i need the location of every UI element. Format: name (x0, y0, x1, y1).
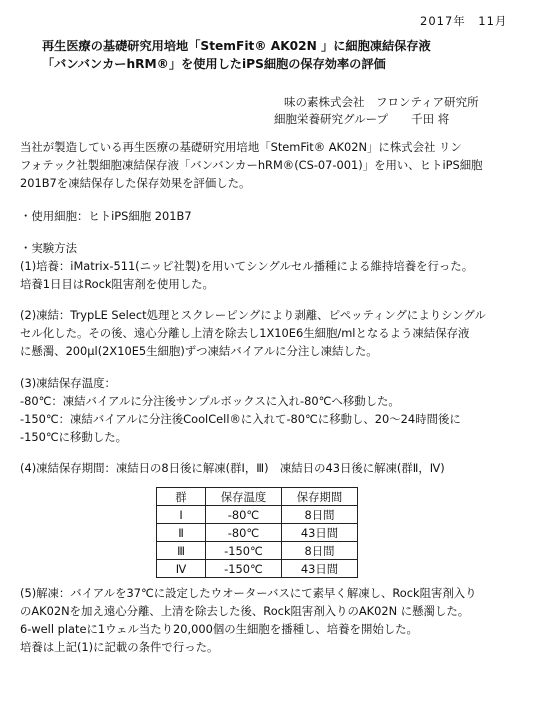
table-cell: Ⅲ (157, 542, 206, 560)
table-cell: Ⅱ (157, 524, 206, 542)
table-header-cell: 保存温度 (206, 488, 282, 506)
cells-used: ・使用細胞：ヒトiPS細胞 201B7 (20, 209, 192, 223)
table-cell: 43日間 (282, 524, 358, 542)
intro-line: フォテック社製細胞凍結保存液「バンバンカーhRM®(CS-07-001)」を用い、ヒトiPS細胞 (20, 158, 483, 172)
intro-line: 201B7を凍結保存した保存効果を評価した。 (20, 176, 251, 190)
method-step2-line: セル化した。その後、遠心分離し上清を除去し1X10E6生細胞/mlとなるよう凍結保存液 (20, 326, 470, 340)
method-step2-line: に懸濁、200μl(2X10E5生細胞)ずつ凍結バイアルに分注し凍結した。 (20, 344, 378, 358)
table-cell: 43日間 (282, 560, 358, 578)
table-row (157, 560, 358, 578)
method-step3-line: (3)凍結保存温度： (20, 376, 116, 390)
method-step5-line: のAK02Nを加え遠心分離、上清を除去した後、Rock阻害剤入りのAK02N に懸濁した。 (20, 604, 470, 618)
table-cell: Ⅳ (157, 560, 206, 578)
method-step3-line: -150℃：凍結バイアルに分注後CoolCell®に入れて-80℃に移動し、20〜24時間後に (20, 412, 461, 426)
affiliation-group: 細胞栄養研究グループ 千田 将 (274, 112, 450, 126)
table-cell: -150℃ (206, 560, 282, 578)
table-row (157, 524, 358, 542)
method-heading: ・実験方法 (20, 241, 77, 255)
document-date: 2017年 11月 (420, 14, 508, 28)
table-row (157, 506, 358, 524)
method-step2-line: (2)凍結：TrypLE Select処理とスクレーピングにより剥離、ピペッティングによりシングル (20, 308, 486, 322)
intro-line: 当社が製造している再生医療の基礎研究用培地「StemFit® AK02N」に株式会社 リン (20, 140, 462, 154)
storage-conditions-table (156, 487, 358, 578)
method-step4: (4)凍結保存期間：凍結日の8日後に解凍(群Ⅰ，Ⅲ) 凍結日の43日後に解凍(群Ⅱ，Ⅳ) (20, 461, 445, 475)
method-step5-line: 6-well plateに1ウェル当たり20,000個の生細胞を播種し、培養を開始した。 (20, 622, 418, 636)
title-line-2: 「バンバンカーhRM®」を使用したiPS細胞の保存効率の評価 (42, 57, 386, 71)
method-step1-line: (1)培養：iMatrix-511(ニッピ社製)を用いてシングルセル播種による維持培養を行った。 (20, 259, 474, 273)
table-cell: Ⅰ (157, 506, 206, 524)
table-cell: 8日間 (282, 542, 358, 560)
affiliation-company: 味の素株式会社 フロンティア研究所 (284, 95, 479, 109)
table-row (157, 542, 358, 560)
method-step3-line: -150℃に移動した。 (20, 430, 127, 444)
table-header-cell: 保存期間 (282, 488, 358, 506)
method-step5-line: 培養は上記(1)に記載の条件で行った。 (20, 640, 219, 654)
table-header-cell: 群 (157, 488, 206, 506)
method-step1-line: 培養1日目はRock阻害剤を使用した。 (20, 277, 214, 291)
table-cell: -80℃ (206, 506, 282, 524)
method-step5-line: (5)解凍：バイアルを37℃に設定したウオーターバスにて素早く解凍し、Rock阻害剤入り (20, 586, 477, 600)
table-cell: -80℃ (206, 524, 282, 542)
method-step3-line: -80℃：凍結バイアルに分注後サンプルボックスに入れ-80℃へ移動した。 (20, 394, 400, 408)
table-cell: 8日間 (282, 506, 358, 524)
table-header-row (157, 488, 358, 506)
title-line-1: 再生医療の基礎研究用培地「StemFit® AK02N 」に細胞凍結保存液 (42, 39, 431, 53)
table-cell: -150℃ (206, 542, 282, 560)
